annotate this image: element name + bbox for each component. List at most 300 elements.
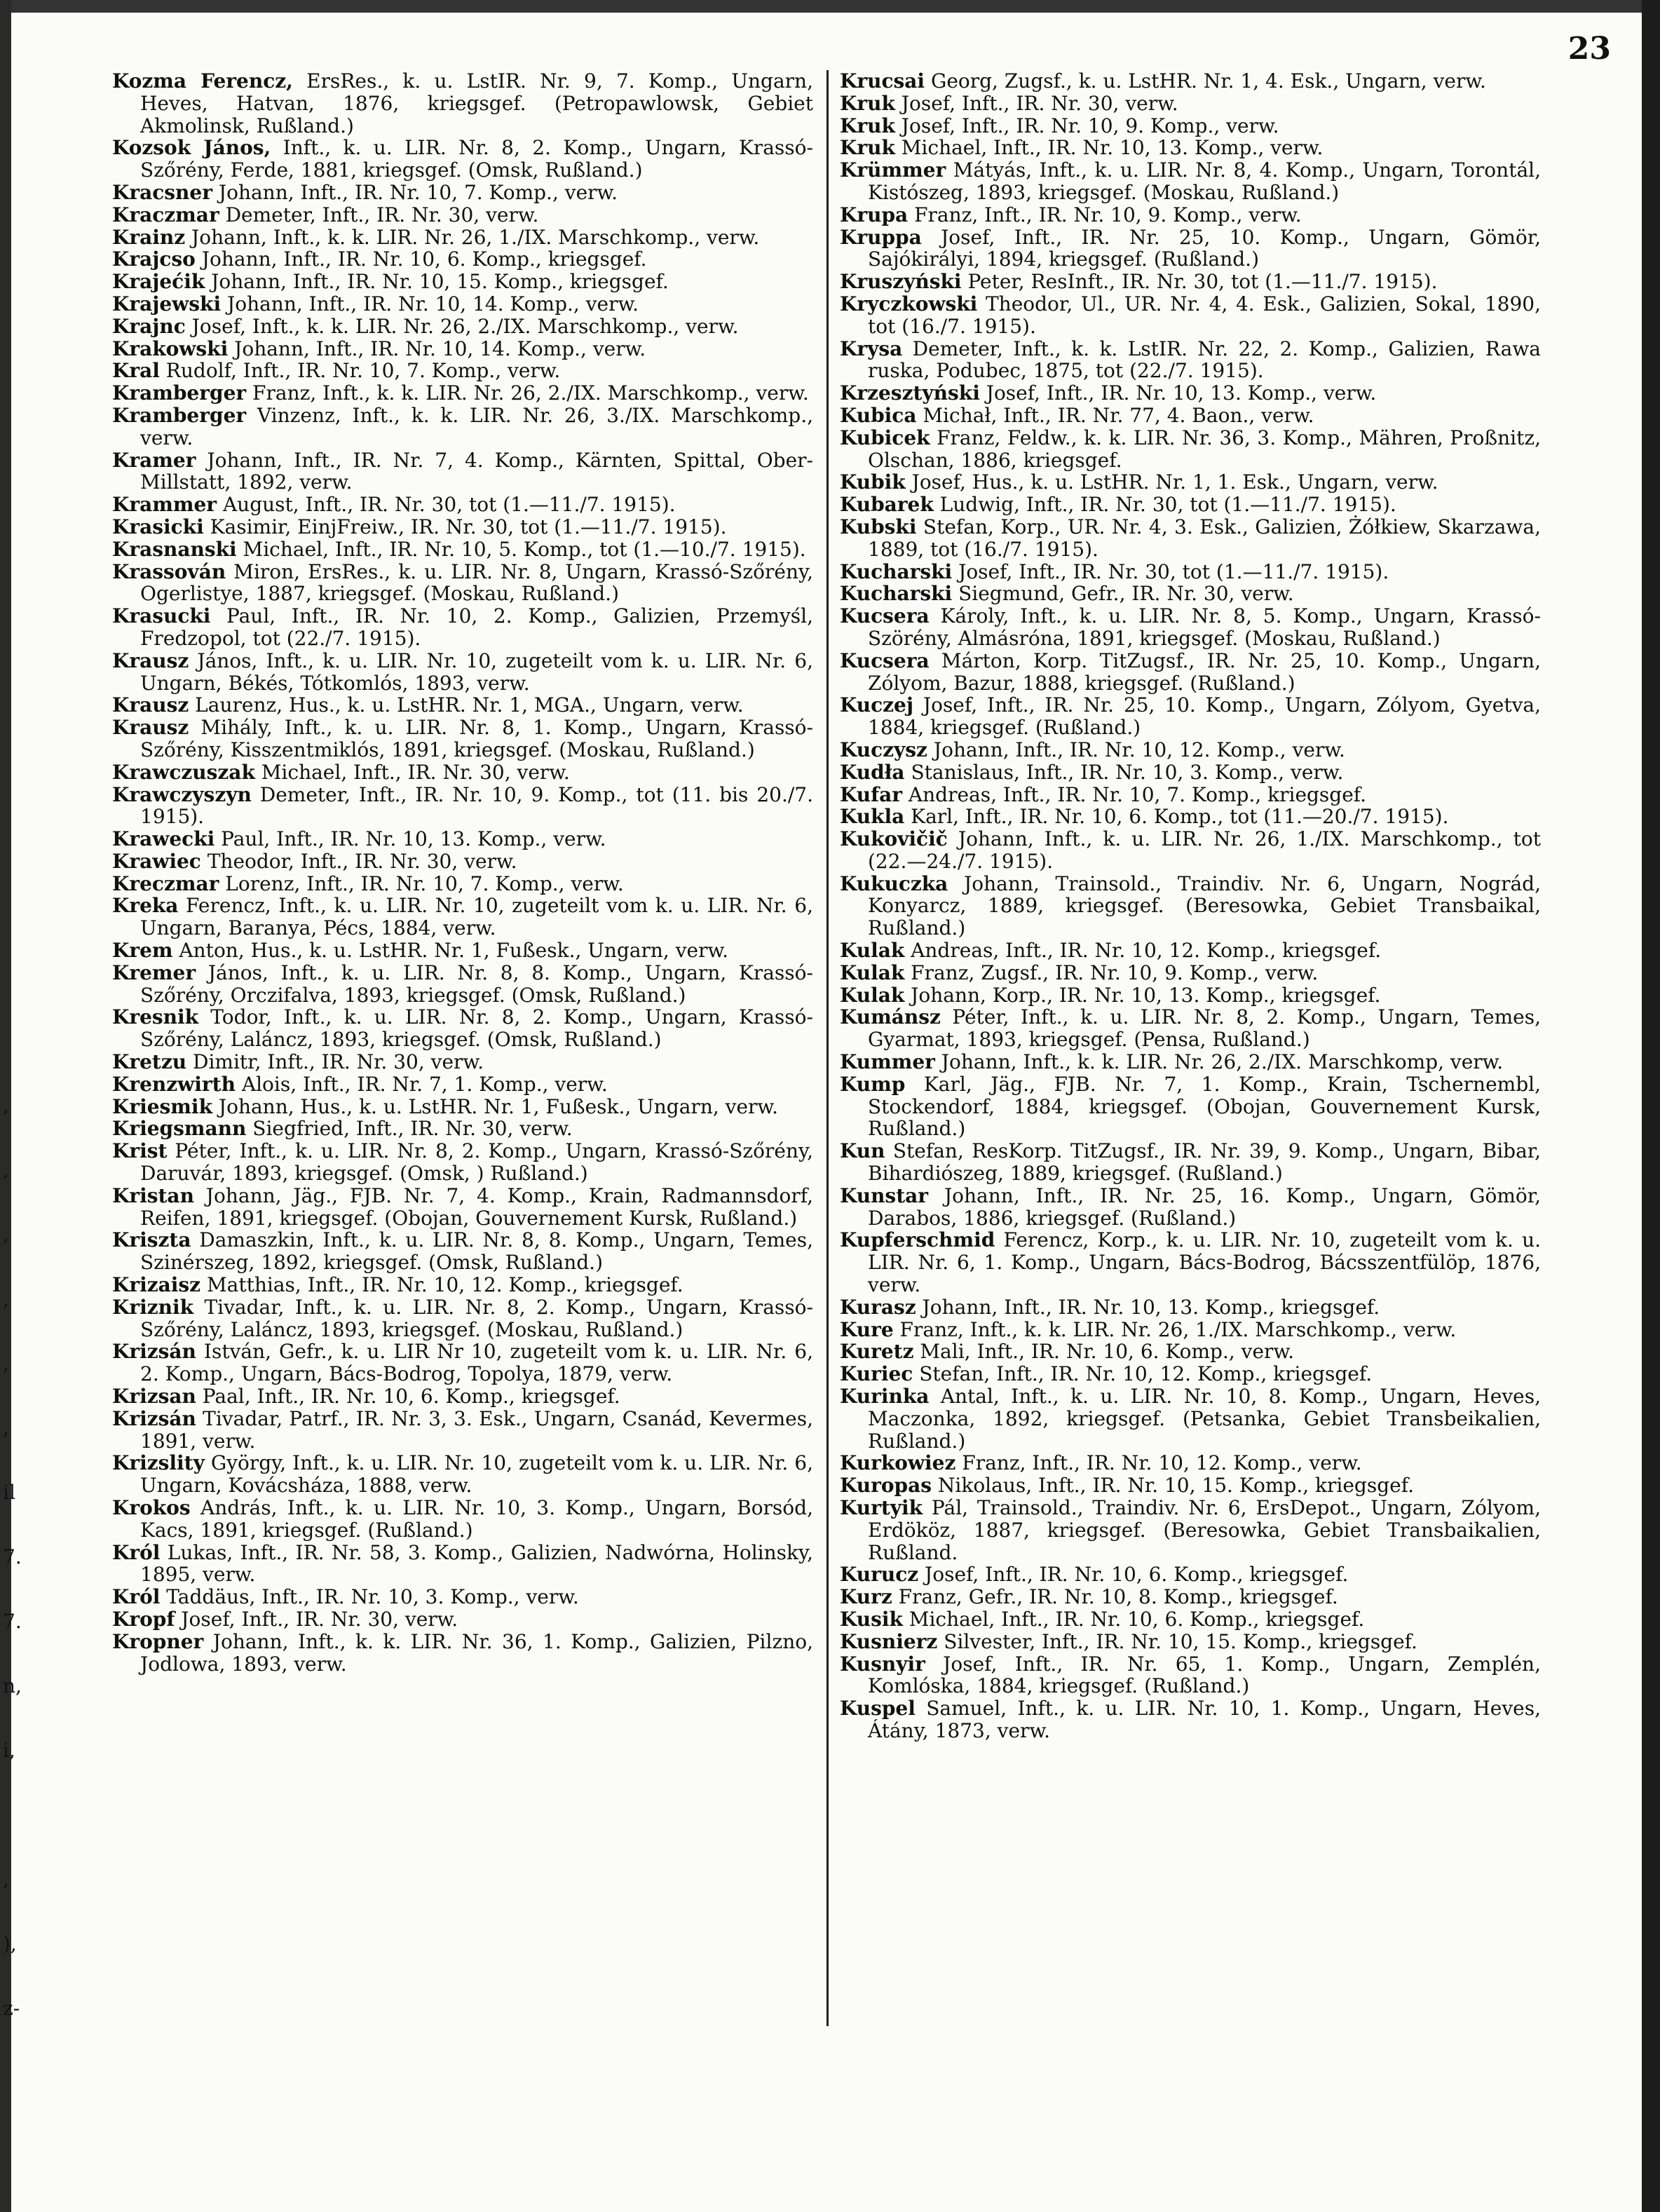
list-entry (112, 405, 813, 449)
entry-surname: Krizaisz (112, 1273, 201, 1297)
list-entry (112, 1274, 813, 1296)
list-entry (112, 248, 813, 271)
entry-surname: Kruppa (840, 225, 922, 249)
entry-surname: Kreczmar (112, 871, 219, 895)
entry-surname: Krokos (112, 1496, 191, 1519)
entry-details: Josef, Hus., k. u. LstHR. Nr. 1, 1. Esk., Ungarn, verw. (905, 470, 1438, 494)
entry-surname: Kucsera (840, 649, 930, 672)
entry-details: Inft., k. u. LIR. Nr. 8, 2. Komp., Ungarn, Krassó-Szőrény, Ferde, 1881, kriegsgef. (Omsk, Rußland.) (140, 136, 813, 182)
entry-surname: Krajcso (112, 247, 196, 271)
entry-details: Kasimir, EinjFreiw., IR. Nr. 30, tot (1.—11./7. 1915). (203, 515, 727, 538)
entry-details: Franz, Inft., k. k. LIR. Nr. 26, 1./IX. Marschkomp., verw. (893, 1317, 1457, 1341)
entry-details: Johann, Inft., IR. Nr. 10, 15. Komp., kriegsgef. (205, 270, 669, 294)
entry-surname: Krasucki (112, 604, 211, 628)
list-entry (112, 1073, 813, 1096)
entry-surname: Krupa (840, 203, 909, 226)
entry-details: Theodor, Ul., UR. Nr. 4, 4. Esk., Galizien, Sokal, 1890, tot (16./7. 1915). (868, 292, 1541, 338)
entry-details: Ferencz, Inft., k. u. LIR. Nr. 10, zugeteilt vom k. u. LIR. Nr. 6, Ungarn, Baranya, Pécs, 1884, verw. (140, 894, 813, 940)
list-entry (840, 1385, 1541, 1452)
entry-details: Johann, Inft., IR. Nr. 10, 12. Komp., verw. (927, 738, 1345, 761)
entry-surname: Kulak (840, 961, 905, 984)
list-entry (840, 70, 1541, 93)
list-entry (840, 784, 1541, 806)
entry-surname: Kubicek (840, 426, 930, 449)
entry-details: Michael, Inft., IR. Nr. 10, 5. Komp., tot (1.—10./7. 1915). (236, 537, 806, 561)
list-entry (112, 1385, 813, 1408)
list-entry (112, 561, 813, 606)
entry-surname: Kramer (112, 448, 196, 472)
right-column (840, 70, 1541, 1742)
entry-details: Franz, Feldw., k. k. LIR. Nr. 36, 3. Komp., Mähren, Proßnitz, Olschan, 1886, kriegsgef. (868, 426, 1541, 472)
entry-details: Johann, Inft., IR. Nr. 25, 16. Komp., Ungarn, Gömör, Darabos, 1886, kriegsgef. (Rußland.) (868, 1183, 1541, 1230)
entry-details: Tivadar, Inft., k. u. LIR. Nr. 8, 2. Komp., Ungarn, Krassó-Szőrény, Laláncz, 1893, kriegsgef. (Moskau, Rußland.) (140, 1295, 813, 1341)
entry-details: Károly, Inft., k. u. LIR. Nr. 8, 5. Komp., Ungarn, Krassó-Szörény, Almásróna, 1891, kriegsgef. (Moskau, Rußland.) (868, 604, 1541, 650)
entry-surname: Kurinka (840, 1385, 930, 1409)
entry-surname: Kraczmar (112, 203, 219, 226)
entry-details: Josef, Inft., IR. Nr. 65, 1. Komp., Ungarn, Zemplén, Komlóska, 1884, kriegsgef. (Rußland.) (868, 1652, 1541, 1698)
scan-edge-top (0, 0, 1660, 13)
list-entry (840, 338, 1541, 383)
entry-details: Todor, Inft., k. u. LIR. Nr. 8, 2. Komp., Ungarn, Krassó-Szőrény, Laláncz, 1893, kriegsgef. (Omsk, Rußland.) (140, 1005, 813, 1052)
entry-details: Josef, Inft., IR. Nr. 25, 10. Komp., Ungarn, Zólyom, Gyetva, 1884, kriegsgef. (Rußland.) (868, 693, 1541, 740)
entry-details: Siegfried, Inft., IR. Nr. 30, verw. (246, 1117, 573, 1141)
entry-details: Siegmund, Gefr., IR. Nr. 30, verw. (952, 582, 1294, 606)
entry-surname: Krizsán (112, 1406, 196, 1430)
entry-details: Peter, ResInft., IR. Nr. 30, tot (1.—11./7. 1915). (961, 270, 1438, 294)
entry-surname: Krassován (112, 559, 226, 583)
entry-surname: Krausz (112, 649, 189, 672)
entry-details: János, Inft., k. u. LIR. Nr. 10, zugeteilt vom k. u. LIR. Nr. 6, Ungarn, Békés, Tótkomlós, 1893, verw. (140, 649, 813, 695)
scan-edge-right (1642, 0, 1660, 2212)
list-entry (112, 1497, 813, 1542)
entry-surname: Kresnik (112, 1005, 199, 1029)
entry-surname: Kurz (840, 1585, 892, 1609)
list-entry (840, 204, 1541, 226)
entry-details: Josef, Inft., k. k. LIR. Nr. 26, 2./IX. Marschkomp., verw. (185, 314, 739, 338)
entry-surname: Król (112, 1585, 161, 1609)
entry-surname: Kracsner (112, 180, 212, 204)
entry-surname: Krawczyszyn (112, 782, 252, 806)
list-entry (112, 895, 813, 939)
entry-details: Josef, Inft., IR. Nr. 10, 9. Komp., verw. (894, 114, 1279, 137)
entry-surname: Kure (840, 1317, 894, 1341)
entry-surname: Kurucz (840, 1563, 919, 1587)
entry-details: Michael, Inft., IR. Nr. 10, 6. Komp., kriegsgef. (902, 1607, 1365, 1631)
entry-surname: Kump (840, 1072, 906, 1096)
entry-surname: Kusik (840, 1607, 903, 1631)
list-entry (112, 1631, 813, 1676)
entry-details: Johann, Inft., k. k. LIR. Nr. 26, 1./IX. Marschkomp., verw. (185, 225, 760, 249)
entry-surname: Krakowski (112, 337, 229, 360)
entry-details: Josef, Inft., IR. Nr. 10, 6. Komp., kriegsgef. (918, 1563, 1349, 1587)
list-entry (840, 939, 1541, 962)
entry-surname: Kuczej (840, 693, 913, 717)
list-entry (840, 1608, 1541, 1631)
entry-surname: Kurasz (840, 1295, 916, 1319)
margin-fragment: , (3, 1094, 9, 1117)
list-entry (840, 1319, 1541, 1341)
entry-surname: Kufar (840, 782, 903, 806)
list-entry (112, 962, 813, 1007)
list-entry (840, 405, 1541, 427)
entry-details: August, Inft., IR. Nr. 30, tot (1.—11./7. 1915). (217, 493, 676, 517)
entry-surname: Kubarek (840, 493, 934, 517)
entry-surname: Kropner (112, 1629, 204, 1653)
entry-details: Michał, Inft., IR. Nr. 77, 4. Baon., verw. (916, 403, 1314, 427)
entry-details: Michael, Inft., IR. Nr. 30, verw. (254, 760, 570, 784)
list-entry (840, 1073, 1541, 1140)
entry-details: Stanislaus, Inft., IR. Nr. 10, 3. Komp., verw. (904, 760, 1344, 784)
entry-details: Paal, Inft., IR. Nr. 10, 6. Komp., kriegsgef. (196, 1385, 620, 1409)
entry-surname: Kukla (840, 805, 905, 829)
entry-details: Ludwig, Inft., IR. Nr. 30, tot (1.—11./7. 1915). (933, 493, 1396, 517)
entry-details: Anton, Hus., k. u. LstHR. Nr. 1, Fußesk., Ungarn, verw. (172, 939, 729, 963)
entry-details: Pál, Trainsold., Traindiv. Nr. 6, ErsDepot., Ungarn, Zólyom, Erdököz, 1887, kriegsgef. (Beresowka, Gebiet Transbaikalien, Rußland. (868, 1496, 1541, 1564)
entry-surname: Krizslity (112, 1451, 205, 1475)
list-entry (112, 1452, 813, 1497)
list-entry (840, 761, 1541, 784)
entry-surname: Kubica (840, 403, 917, 427)
entry-surname: Kunstar (840, 1183, 929, 1207)
entry-details: Johann, Inft., k. u. LIR. Nr. 26, 1./IX. Marschkomp., tot (22.—24./7. 1915). (868, 827, 1541, 873)
list-entry (112, 1051, 813, 1073)
list-entry (840, 293, 1541, 338)
list-entry (840, 1586, 1541, 1608)
list-entry (840, 137, 1541, 159)
list-entry (112, 784, 813, 829)
entry-surname: Kuretz (840, 1340, 914, 1364)
entry-surname: Kuczysz (840, 738, 927, 761)
entry-surname: Krawiec (112, 849, 201, 873)
list-entry (840, 828, 1541, 873)
entry-details: Andreas, Inft., IR. Nr. 10, 12. Komp., kriegsgef. (904, 939, 1382, 963)
entry-details: Lukas, Inft., IR. Nr. 58, 3. Komp., Galizien, Nadwórna, Holinsky, 1895, verw. (140, 1540, 813, 1587)
entry-surname: Krainz (112, 225, 186, 249)
entry-surname: Krasnanski (112, 537, 237, 561)
entry-details: Johann, Trainsold., Traindiv. Nr. 6, Ungarn, Nográd, Konyarcz, 1889, kriegsgef. (Beresowka, Gebiet Transbaikal, Rußland.) (868, 871, 1541, 940)
margin-fragment: 7. (3, 1610, 22, 1633)
list-entry (112, 182, 813, 204)
entry-details: Damaszkin, Inft., k. u. LIR. Nr. 8, 8. Komp., Ungarn, Temes, Szinérszeg, 1892, kriegsgef. (Omsk, Rußland.) (140, 1228, 813, 1275)
list-entry (840, 159, 1541, 204)
entry-details: Andreas, Inft., IR. Nr. 10, 7. Komp., kriegsgef. (902, 782, 1367, 806)
list-entry (112, 1586, 813, 1608)
margin-fragment: ), (3, 1932, 17, 1955)
list-entry (112, 1341, 813, 1385)
list-entry (840, 382, 1541, 405)
list-entry (840, 1229, 1541, 1296)
margin-fragment: il (3, 1481, 15, 1504)
list-entry (840, 1341, 1541, 1363)
list-entry (840, 1006, 1541, 1051)
entry-surname: Kriesmik (112, 1094, 212, 1118)
entry-details: Demeter, Inft., k. k. LstIR. Nr. 22, 2. Komp., Galizien, Rawa ruska, Podubec, 1875, tot (22./7. 1915). (868, 337, 1541, 383)
entry-surname: Krausz (112, 716, 189, 740)
entry-details: Johann, Korp., IR. Nr. 10, 13. Komp., kriegsgef. (904, 983, 1381, 1007)
entry-surname: Krawecki (112, 827, 215, 851)
margin-fragment: , (3, 1158, 9, 1181)
list-entry (840, 1051, 1541, 1073)
list-entry (840, 739, 1541, 761)
list-entry (112, 516, 813, 538)
list-entry (112, 137, 813, 182)
entry-details: Josef, Inft., IR. Nr. 30, verw. (175, 1607, 458, 1631)
list-entry (112, 694, 813, 717)
entry-surname: Krümmer (840, 158, 946, 182)
list-entry (112, 204, 813, 226)
entry-surname: Kruszyński (840, 270, 962, 294)
entry-details: Josef, Inft., IR. Nr. 30, tot (1.—11./7. 1915). (952, 559, 1389, 583)
list-entry (112, 828, 813, 850)
entry-surname: Kupferschmid (840, 1228, 995, 1252)
list-entry (840, 494, 1541, 516)
entry-details: ErsRes., k. u. LstIR. Nr. 9, 7. Komp., Ungarn, Heves, Hatvan, 1876, kriegsgef. (Petropawlowsk, Gebiet Akmolinsk, Rußland.) (140, 69, 813, 137)
entry-details: Karl, Jäg., FJB. Nr. 7, 1. Komp., Krain, Tschernembl, Stockendorf, 1884, kriegsgef. (Obojan, Gouvernement Kursk, Rußland.) (868, 1072, 1541, 1141)
entry-surname: Krzesztyński (840, 381, 980, 405)
list-entry (840, 561, 1541, 583)
entry-surname: Kruk (840, 136, 895, 160)
entry-details: Stefan, ResKorp. TitZugsf., IR. Nr. 39, 9. Komp., Ungarn, Bibar, Bihardiószeg, 1889, kriegsgef. (Rußland.) (868, 1139, 1541, 1186)
entry-surname: Kucharski (840, 582, 953, 606)
entry-surname: Kuriec (840, 1362, 913, 1386)
entry-surname: Kreka (112, 894, 179, 918)
list-entry (112, 1140, 813, 1185)
entry-surname: Kulak (840, 939, 905, 963)
entry-surname: Krammer (112, 493, 217, 517)
entry-surname: Krawczuszak (112, 760, 255, 784)
entry-details: Franz, Inft., IR. Nr. 10, 12. Komp., verw. (955, 1451, 1362, 1475)
list-entry (840, 873, 1541, 939)
entry-surname: Kuspel (840, 1697, 916, 1721)
list-entry (840, 650, 1541, 695)
list-entry (840, 1474, 1541, 1497)
entry-details: Péter, Inft., k. u. LIR. Nr. 8, 2. Komp., Ungarn, Temes, Gyarmat, 1893, kriegsgef. (Pensa, Rußland.) (868, 1005, 1541, 1052)
entry-surname: Kozma Ferencz, (112, 69, 293, 93)
entry-details: Ferencz, Korp., k. u. LIR. Nr. 10, zugeteilt vom k. u. LIR. Nr. 6, 1. Komp., Ungarn, Bács-Bodrog, Bácsszentfülöp, 1876, verw. (868, 1228, 1541, 1297)
entry-details: Johann, Inft., IR. Nr. 10, 7. Komp., verw. (212, 180, 618, 204)
entry-details: Stefan, Korp., UR. Nr. 4, 3. Esk., Galizien, Żółkiew, Skarzawa, 1889, tot (16./7. 1915). (868, 515, 1541, 561)
entry-surname: Krizsan (112, 1385, 196, 1409)
entry-details: Johann, Inft., IR. Nr. 10, 13. Komp., kriegsgef. (916, 1295, 1380, 1319)
list-entry (112, 538, 813, 561)
left-column (112, 70, 813, 1675)
entry-details: Johann, Hus., k. u. LstHR. Nr. 1, Fußesk., Ungarn, verw. (212, 1094, 778, 1118)
entry-surname: Kubik (840, 470, 906, 494)
entry-details: Tivadar, Patrf., IR. Nr. 3, 3. Esk., Ungarn, Csanád, Kevermes, 1891, verw. (140, 1406, 813, 1453)
entry-details: Antal, Inft., k. u. LIR. Nr. 10, 8. Komp., Ungarn, Heves, Maczonka, 1892, kriegsgef. (Petsanka, Gebiet Transbeikalien, Rußland.) (868, 1385, 1541, 1453)
entry-details: Mali, Inft., IR. Nr. 10, 6. Komp., verw. (913, 1340, 1294, 1364)
entry-details: Samuel, Inft., k. u. LIR. Nr. 10, 1. Komp., Ungarn, Heves, Átány, 1873, verw. (868, 1697, 1541, 1742)
entry-details: Johann, Inft., k. k. LIR. Nr. 26, 2./IX. Marschkomp, verw. (934, 1050, 1504, 1074)
list-entry (112, 605, 813, 650)
list-entry (112, 1608, 813, 1631)
entry-surname: Kusnierz (840, 1629, 938, 1653)
entry-details: Franz, Zugsf., IR. Nr. 10, 9. Komp., verw. (904, 961, 1319, 984)
list-entry (112, 939, 813, 962)
entry-surname: Kurkowiez (840, 1451, 956, 1475)
entry-details: Michael, Inft., IR. Nr. 10, 13. Komp., verw. (894, 136, 1324, 160)
entry-surname: Kramberger (112, 381, 247, 405)
margin-fragment: , (3, 1868, 9, 1891)
column-divider (826, 70, 829, 2026)
entry-details: Georg, Zugsf., k. u. LstHR. Nr. 1, 4. Esk., Ungarn, verw. (925, 69, 1486, 93)
entry-surname: Kramberger (112, 403, 247, 427)
list-entry (840, 1563, 1541, 1586)
entry-surname: Kropf (112, 1607, 175, 1631)
list-entry (112, 226, 813, 249)
entry-details: Demeter, Inft., IR. Nr. 10, 9. Komp., tot (11. bis 20./7. 1915). (140, 782, 813, 829)
entry-details: Johann, Inft., IR. Nr. 10, 14. Komp., verw. (228, 337, 646, 360)
list-entry (840, 1296, 1541, 1319)
margin-fragments (3, 1094, 27, 2075)
list-entry (840, 806, 1541, 828)
entry-details: Miron, ErsRes., k. u. LIR. Nr. 8, Ungarn, Krassó-Szőrény, Ogerlistye, 1887, kriegsgef. (Moskau, Rußland.) (140, 559, 813, 606)
list-entry (840, 1452, 1541, 1474)
entry-surname: Kriegsmann (112, 1117, 247, 1141)
entry-surname: Kruk (840, 91, 895, 115)
list-entry (112, 1118, 813, 1140)
margin-fragment: z- (3, 1997, 20, 2020)
list-entry (112, 717, 813, 761)
list-entry (840, 1185, 1541, 1230)
entry-details: Johann, Inft., IR. Nr. 10, 14. Komp., verw. (221, 292, 639, 315)
entry-details: Nikolaus, Inft., IR. Nr. 10, 15. Komp., kriegsgef. (932, 1474, 1414, 1498)
entry-details: Alois, Inft., IR. Nr. 7, 1. Komp., verw. (235, 1072, 608, 1096)
entry-details: Taddäus, Inft., IR. Nr. 10, 3. Komp., verw. (160, 1585, 579, 1609)
entry-details: Franz, Inft., IR. Nr. 10, 9. Komp., verw. (908, 203, 1302, 226)
entry-details: János, Inft., k. u. LIR. Nr. 8, 8. Komp., Ungarn, Krassó-Szőrény, Orczifalva, 1893, kriegsgef. (Omsk, Rußland.) (140, 961, 813, 1007)
entry-details: Márton, Korp. TitZugsf., IR. Nr. 25, 10. Komp., Ungarn, Zólyom, Bazur, 1888, kriegsgef. (Rußland.) (868, 649, 1541, 695)
entry-surname: Krajewski (112, 292, 222, 315)
entry-surname: Kun (840, 1139, 885, 1163)
list-entry (112, 338, 813, 360)
entry-details: Franz, Inft., k. k. LIR. Nr. 26, 2./IX. Marschkomp., verw. (246, 381, 809, 405)
list-entry (840, 471, 1541, 494)
margin-fragment: , (3, 1223, 9, 1246)
entry-details: Franz, Gefr., IR. Nr. 10, 8. Komp., kriegsgef. (892, 1585, 1338, 1609)
list-entry (112, 1096, 813, 1118)
entry-details: András, Inft., k. u. LIR. Nr. 10, 3. Komp., Ungarn, Borsód, Kacs, 1891, kriegsgef. (Rußland.) (140, 1496, 813, 1542)
list-entry (112, 1296, 813, 1341)
margin-fragment: n, (3, 1674, 22, 1697)
list-entry (112, 1408, 813, 1453)
entry-surname: Kuropas (840, 1474, 932, 1498)
list-entry (840, 583, 1541, 605)
list-entry (840, 115, 1541, 137)
list-entry (112, 873, 813, 895)
list-entry (112, 293, 813, 315)
list-entry (840, 271, 1541, 293)
list-entry (840, 1140, 1541, 1185)
list-entry (840, 984, 1541, 1007)
page-number: 23 (1567, 31, 1611, 67)
entry-surname: Krem (112, 939, 173, 963)
list-entry (840, 1631, 1541, 1653)
list-entry (112, 360, 813, 382)
entry-details: Matthias, Inft., IR. Nr. 10, 12. Komp., kriegsgef. (200, 1273, 683, 1297)
entry-surname: Kucsera (840, 604, 930, 628)
entry-surname: Kukovičič (840, 827, 948, 851)
entry-surname: Krist (112, 1139, 168, 1163)
margin-fragment: , (3, 1287, 9, 1310)
list-entry (112, 449, 813, 494)
entry-details: Mátyás, Inft., k. u. LIR. Nr. 8, 4. Komp., Ungarn, Torontál, Kistószeg, 1893, kriegsgef. (Moskau, Rußland.) (868, 158, 1541, 204)
entry-surname: Kulak (840, 983, 905, 1007)
margin-fragment: , (3, 1352, 9, 1375)
entry-details: Lorenz, Inft., IR. Nr. 10, 7. Komp., verw. (219, 871, 624, 895)
list-entry (112, 1542, 813, 1587)
entry-details: Paul, Inft., IR. Nr. 10, 13. Komp., verw. (215, 827, 606, 851)
entry-surname: Kumánsz (840, 1005, 941, 1029)
list-entry (840, 226, 1541, 271)
entry-details: Karl, Inft., IR. Nr. 10, 6. Komp., tot (11.—20./7. 1915). (904, 805, 1449, 829)
entry-surname: Kusnyir (840, 1652, 925, 1676)
list-entry (840, 427, 1541, 472)
entry-details: Demeter, Inft., IR. Nr. 30, verw. (219, 203, 539, 226)
entry-surname: Kriznik (112, 1295, 194, 1319)
entry-details: Theodor, Inft., IR. Nr. 30, verw. (200, 849, 517, 873)
entry-surname: Krysa (840, 337, 903, 360)
entry-details: Péter, Inft., k. u. LIR. Nr. 8, 2. Komp., Ungarn, Krassó-Szőrény, Daruvár, 1893, kriegsgef. (Omsk, ) Rußland.) (140, 1139, 813, 1186)
entry-surname: Krausz (112, 693, 189, 717)
entry-details: Johann, Jäg., FJB. Nr. 7, 4. Komp., Krain, Radmannsdorf, Reifen, 1891, kriegsgef. (Obojan, Gouvernement Kursk, Rußland.) (140, 1183, 813, 1230)
entry-surname: Kristan (112, 1183, 194, 1207)
list-entry (840, 962, 1541, 984)
entry-details: Josef, Inft., IR. Nr. 30, verw. (894, 91, 1178, 115)
entry-surname: Kummer (840, 1050, 935, 1074)
list-entry (840, 93, 1541, 115)
margin-fragment: i, (3, 1739, 15, 1762)
entry-surname: Krajnc (112, 314, 186, 338)
entry-surname: Kozsok János, (112, 136, 271, 160)
list-entry (112, 1006, 813, 1051)
list-entry (840, 1363, 1541, 1385)
entry-surname: Kukuczka (840, 871, 948, 895)
entry-details: Johann, Inft., IR. Nr. 10, 6. Komp., kriegsgef. (195, 247, 647, 271)
list-entry (840, 1497, 1541, 1563)
entry-surname: Kruk (840, 114, 895, 137)
entry-surname: Kucharski (840, 559, 953, 583)
list-entry (112, 850, 813, 873)
entry-details: Josef, Inft., IR. Nr. 10, 13. Komp., verw. (979, 381, 1377, 405)
list-entry (840, 1653, 1541, 1698)
list-entry (840, 1697, 1541, 1742)
margin-fragment: , (3, 1416, 9, 1439)
list-entry (112, 315, 813, 338)
list-entry (840, 605, 1541, 650)
list-entry (112, 70, 813, 137)
entry-surname: Król (112, 1540, 161, 1564)
entry-details: Stefan, Inft., IR. Nr. 10, 12. Komp., kriegsgef. (913, 1362, 1373, 1386)
margin-fragment: 7. (3, 1545, 22, 1568)
list-entry (840, 516, 1541, 561)
list-entry (112, 271, 813, 293)
entry-surname: Krucsai (840, 69, 925, 93)
entry-details: Josef, Inft., IR. Nr. 25, 10. Komp., Ungarn, Gömör, Sajókirályi, 1894, kriegsgef. (Rußland.) (868, 225, 1541, 271)
entry-surname: Kral (112, 359, 160, 383)
entry-details: György, Inft., k. u. LIR. Nr. 10, zugeteilt vom k. u. LIR. Nr. 6, Ungarn, Kovácsháza, 1888, verw. (140, 1451, 813, 1498)
entry-surname: Kretzu (112, 1050, 187, 1074)
entry-details: Johann, Inft., k. k. LIR. Nr. 36, 1. Komp., Galizien, Pilzno, Jodlowa, 1893, verw. (140, 1629, 813, 1676)
entry-surname: Kremer (112, 961, 196, 984)
entry-surname: Kubski (840, 515, 917, 538)
list-entry (112, 650, 813, 695)
entry-surname: Kurtyik (840, 1496, 923, 1519)
list-entry (840, 694, 1541, 739)
entry-details: Paul, Inft., IR. Nr. 10, 2. Komp., Galizien, Przemyśl, Fredzopol, tot (22./7. 1915). (140, 604, 813, 650)
entry-surname: Krenzwirth (112, 1072, 236, 1096)
entry-surname: Krizsán (112, 1340, 196, 1364)
